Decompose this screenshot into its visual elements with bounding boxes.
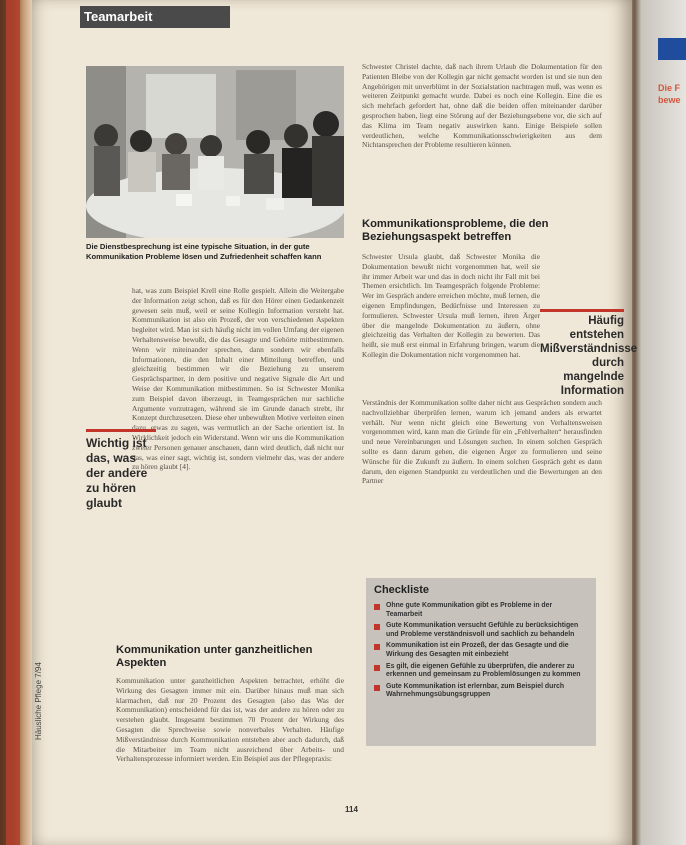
right-column-mid-text: Schwester Ursula glaubt, daß Schwester Monika die Dokumentation bewußt nicht vorgenommen hat, weil sie ihr immer Arbeit war und das in doch nicht ihr Fall mit bei Themen ersichtlich. Im Teamgespräch folgende Probleme: Wer im Gespräch andere erreichen möchte, muß lernen, die eigenen Empfindungen, Bedürfnisse und Interessen zu formulieren. Schwester Ursula muß lernen, ihren Ärger über die mangelnde Dokumentation zu äußern, ohne gleichzeitig das Verhalten der Kollegin zu bewerten. Das heißt, sie muß erst einmal in Erfahrung bringen, warum die Kollegin die Dokumentation nicht vorgenommen hat.	[362, 252, 540, 359]
section-heading-holistic: Kommunikation unter ganzheitlichen Aspekten	[116, 644, 313, 669]
checklist-item: Ohne gute Kommunikation gibt es Probleme in der Teamarbeit	[374, 602, 588, 619]
left-pullquote: Wichtig ist das, was der andere zu hören glaubt	[86, 429, 156, 511]
page-number: 114	[345, 805, 358, 814]
right-column-top-text: Schwester Christel dachte, daß nach ihrem Urlaub die Dokumentation für den Patienten Bleibe von der Kollegin gar nicht gemacht worden ist und sie nun den Angehörigen mit unverblümt in der Sozialstation nachtragen muß, was wenn es weiteren Zeitpunkt gemacht wurde. Dabei es noch eine Kollegin. Eine die es sich mehrfach gefordert hat, ohne daß die beiden offen miteinander darüber gesprochen haben, liegt eine Störung auf der Beziehungsebene vor, die sich auf das Klima im Team negativ auswirken kann. Einige Beispiele sollen verdeutlichen, welche Kommunikationsschwierigkeiten aus dem Nichtansprechen der Probleme resultieren können.	[362, 62, 602, 150]
checklist-item: Gute Kommunikation ist erlernbar, zum Beispiel durch Wahrnehmungsübungsgruppen	[374, 683, 588, 700]
next-page-blue-bar	[658, 38, 686, 60]
journal-issue-label: Häusliche Pflege 7/94	[34, 662, 43, 740]
meeting-photo-illustration	[86, 66, 344, 238]
section-heading-relationship: Kommunikationsprobleme, die den Beziehungsaspekt betreffen	[362, 218, 549, 243]
checklist-item: Gute Kommunikation versucht Gefühle zu berücksichtigen und Probleme verständnisvoll und sachlich zu behandeln	[374, 622, 588, 639]
checklist-item: Es gilt, die eigenen Gefühle zu überprüfen, die anderer zu erkennen und gemeinsam zu Problemlösungen zu kommen	[374, 663, 588, 680]
next-page-fragment: Die F bewe	[658, 83, 681, 105]
meeting-photo	[86, 66, 344, 238]
checklist-title: Checkliste	[374, 584, 430, 596]
right-column-wide-text: Verständnis der Kommunikation sollte daher nicht aus Gesprächen sondern auch nachvollziehbar überprüfen lernen, warum ich jemand anders als erwartet verhält. Nur wenn nicht gleich eine Bewertung von Verhaltensweisen vorgenommen wird, kann man die Gründe für ein „Fehlverhalten“ herausfinden und neue Vereinbarungen und Lösungen suchen. In einem solchen Gespräch sollte es dann darum gehen, die eigenen Ärger zu formulieren und seine Wünsche für die Zukunft zu äußern. In einem solchen Gespräch geht es dann darum, den eigenen Standpunkt zu verdeutlichen und die Bewertungen an den Partner	[362, 398, 602, 486]
photo-caption: Die Dienstbesprechung ist eine typische Situation, in der gute Kommunikation Probleme lösen und Zufriedenheit schaffen kann	[86, 242, 322, 261]
right-pullquote-rule	[540, 309, 624, 312]
checklist-list	[374, 602, 588, 700]
spine-stripe	[6, 0, 20, 845]
left-column-text: hat, was zum Beispiel Krell eine Rolle gespielt. Allein die Weitergabe der Information zeigt schon, daß es für den Hörer einen Gedankenzeit gewesen sein muß, weil er seine Kollegin Information versteht hat. Kommunikation ist also ein Prozeß, der von verschiedenen Aspekten begleitet wird. Man ist sich häufig nicht im vollen Umfang der eigenen Verhaltensweise bewußt, die das Gesagte und Gehörte mitbestimmen. Wenn wir miteinander sprechen, dann sondern wir ebenfalls Informationen, die den Inhalt einer Mitteilung betreffen, und gleichzeitig bestimmen wir die Beziehung zu unserem Gesprächspartner, in dem positive und negative Signale die Art und Weise der Kommunikation mitbestimmen. So ist Schwester Monika zum Beispiel davon überzeugt, in Teamgesprächen nur sachliche Argumente vorzutragen, während sie im Grunde danach strebt, ihr Konzept durchzusetzen. Diese eher unbewußten Motive verleiten einen dazu, etwas zu sagen, was vermutlich an der Sache orientiert ist. In Wirklichkeit jedoch ein Widerstand. Wenn wir uns die Kommunikation zweier Personen genauer anschauen, dann wird deutlich, daß nicht nur das, was einer sagt, wichtig ist, sondern vielmehr das, was der andere zu hören glaubt [4].	[132, 286, 344, 472]
left-lower-text: Kommunikation unter ganzheitlichen Aspekten betrachtet, erhöht die Wirkung des Gesagten immer mit ein. Darüber hinaus muß man sich klarmachen, daß nur 20 Prozent des Gesagten (also das Was der Kommunikation) entscheidend für das ist, was der andere zu hören oder zu verstehen glaubt. Insgesamt bestimmen 70 Prozent der Wirkung des Gesagten die Sprechweise sowie nonverbales Verhalten. Häufige Mißverständnisse durch Kommunikation entstehen aber auch dadurch, daß die Mitarbeiter im Team nicht ausreichend über Arbeits- und Verhaltensprozesse informiert werden. Ein Beispiel aus der Pflegepraxis:	[116, 676, 344, 764]
section-title: Teamarbeit	[84, 9, 153, 24]
checklist-box	[366, 578, 596, 746]
right-pullquote: Häufig entstehen Mißverständnisse durch mangelnde Information	[540, 315, 638, 397]
left-lower-block	[116, 644, 344, 764]
checklist-item: Kommunikation ist ein Prozeß, der das Gesagte und die Wirkung des Gesagten mit einbezieht	[374, 642, 588, 659]
